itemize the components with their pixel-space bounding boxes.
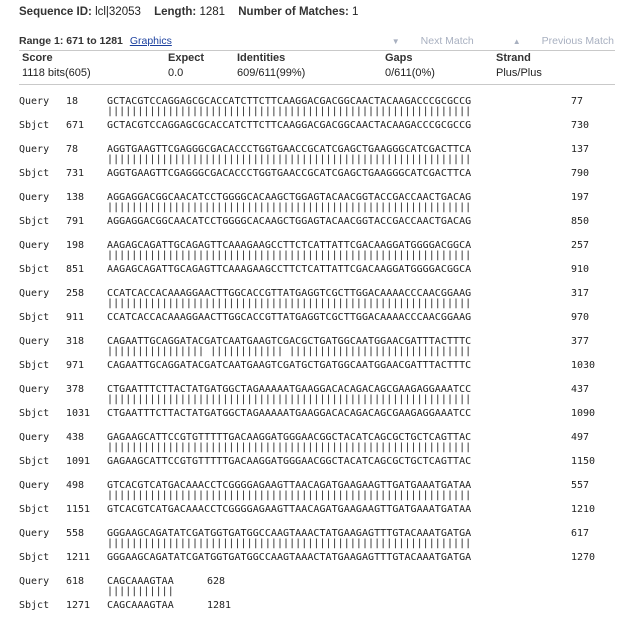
graphics-link[interactable]: Graphics <box>129 35 172 47</box>
subject-end: 970 <box>571 312 590 323</box>
query-sequence: CCATCACCACAAAGGAACTTGGCACCGTTATGAGGTCGCTTGGACAAAACCCAACGGAAG <box>107 288 472 299</box>
subject-start: 671 <box>66 120 85 131</box>
query-end: 317 <box>571 288 590 299</box>
subject-end: 850 <box>571 216 590 227</box>
previous-match-link[interactable] <box>495 35 614 47</box>
subject-label: Sbjct <box>19 216 50 227</box>
subject-sequence: CAGCAAAGTAA <box>107 600 174 611</box>
strand-column <box>496 52 542 79</box>
length-value: 1281 <box>199 6 226 18</box>
expect-column <box>168 52 204 79</box>
query-start: 78 <box>66 144 79 155</box>
query-end: 197 <box>571 192 590 203</box>
subject-label: Sbjct <box>19 600 50 611</box>
match-line: |||||||||||||||||||||||||||||||||||||||||||||||||||||||||||| <box>107 106 472 117</box>
query-start: 438 <box>66 432 85 443</box>
subject-label: Sbjct <box>19 120 50 131</box>
next-match-label: Next Match <box>420 35 474 47</box>
query-sequence: CTGAATTTCTTACTATGATGGCTAGAAAAATGAAGGACACAGACAGCGAAGAGGAAATCC <box>107 384 472 395</box>
subject-start: 791 <box>66 216 85 227</box>
subject-end: 730 <box>571 120 590 131</box>
subject-start: 1031 <box>66 408 91 419</box>
query-end: 437 <box>571 384 590 395</box>
query-start: 318 <box>66 336 85 347</box>
subject-end: 1150 <box>571 456 596 467</box>
subject-end: 910 <box>571 264 590 275</box>
query-sequence: CAGCAAAGTAA <box>107 576 174 587</box>
subject-start: 1091 <box>66 456 91 467</box>
match-line: |||||||||||||||||||||||||||||||||||||||||||||||||||||||||||| <box>107 538 472 549</box>
sequence-header <box>19 6 368 18</box>
score-label: Score <box>22 52 53 64</box>
query-sequence: CAGAATTGCAGGATACGATCAATGAAGTCGACGCTGATGGCAATGGAACGATTTACTTTC <box>107 336 472 347</box>
strand-value: Plus/Plus <box>496 67 542 79</box>
subject-sequence: CAGAATTGCAGGATACGATCAATGAAGTCGATGCTGATGGCAATGGAACGATTTACTTTC <box>107 360 472 371</box>
query-start: 498 <box>66 480 85 491</box>
query-start: 558 <box>66 528 85 539</box>
subject-end: 1281 <box>207 600 232 611</box>
query-label: Query <box>19 240 50 251</box>
strand-label: Strand <box>496 52 531 64</box>
identities-label: Identities <box>237 52 286 64</box>
subject-sequence: AGGTGAAGTTCGAGGGCGACACCCTGGTGAACCGCATCGAGCTGAAGGGCATCGACTTCA <box>107 168 472 179</box>
query-end: 497 <box>571 432 590 443</box>
subject-label: Sbjct <box>19 168 50 179</box>
length-label: Length: <box>154 6 197 18</box>
subject-label: Sbjct <box>19 312 50 323</box>
matches-value: 1 <box>352 6 359 18</box>
subject-label: Sbjct <box>19 504 50 515</box>
subject-end: 1270 <box>571 552 596 563</box>
subject-start: 911 <box>66 312 85 323</box>
query-end: 617 <box>571 528 590 539</box>
identities-value: 609/611(99%) <box>237 67 306 79</box>
sequence-id-label: Sequence ID: <box>19 6 92 18</box>
subject-sequence: GGGAAGCAGATATCGATGGTGATGGCCAAGTAAACTATGAAGAGTTTGTACAAATGATGA <box>107 552 472 563</box>
query-label: Query <box>19 480 50 491</box>
query-start: 378 <box>66 384 85 395</box>
query-end: 377 <box>571 336 590 347</box>
gaps-column <box>385 52 435 79</box>
query-sequence: GCTACGTCCAGGAGCGCACCATCTTCTTCAAGGACGACGGCAACTACAAGACCCGCGCCG <box>107 96 472 107</box>
match-line: |||||||||||||||||||||||||||||||||||||||||||||||||||||||||||| <box>107 394 472 405</box>
query-sequence: AGGAGGACGGCAACATCCTGGGGCACAAGCTGGAGTACAACGGTACCGACCAACTGACAG <box>107 192 472 203</box>
query-label: Query <box>19 432 50 443</box>
query-end: 77 <box>571 96 584 107</box>
subject-start: 731 <box>66 168 85 179</box>
query-label: Query <box>19 288 50 299</box>
subject-sequence: CCATCACCACAAAGGAACTTGGCACCGTTATGAGGTCGCTTGGACAAAACCCAACGGAAG <box>107 312 472 323</box>
down-triangle-icon: ▼ <box>391 37 400 46</box>
subject-sequence: GAGAAGCATTCCGTGTTTTTGACAAGGATGGGAACGGCTACATCAGCGCTGCTCAGTTAC <box>107 456 472 467</box>
query-start: 138 <box>66 192 85 203</box>
subject-end: 1090 <box>571 408 596 419</box>
next-match-link[interactable] <box>374 35 474 47</box>
query-end: 557 <box>571 480 590 491</box>
score-value: 1118 bits(605) <box>22 67 91 79</box>
match-line: |||||||||||||||||||||||||||||||||||||||||||||||||||||||||||| <box>107 202 472 213</box>
query-label: Query <box>19 384 50 395</box>
range-heading <box>19 35 172 47</box>
subject-label: Sbjct <box>19 264 50 275</box>
match-line: |||||||||||||||||||||||||||||||||||||||||||||||||||||||||||| <box>107 154 472 165</box>
query-end: 137 <box>571 144 590 155</box>
expect-value: 0.0 <box>168 67 184 79</box>
query-end: 257 <box>571 240 590 251</box>
subject-start: 851 <box>66 264 85 275</box>
expect-label: Expect <box>168 52 205 64</box>
query-sequence: GTCACGTCATGACAAACCTCGGGGAGAAGTTAACAGATGAAGAAGTTGATGAAATGATAA <box>107 480 472 491</box>
subject-sequence: AGGAGGACGGCAACATCCTGGGGCACAAGCTGGAGTACAACGGTACCGACCAACTGACAG <box>107 216 472 227</box>
matches-label: Number of Matches: <box>238 6 349 18</box>
query-label: Query <box>19 96 50 107</box>
query-sequence: GGGAAGCAGATATCGATGGTGATGGCCAAGTAAACTATGAAGAGTTTGTACAAATGATGA <box>107 528 472 539</box>
sequence-id-value: lcl|32053 <box>95 6 141 18</box>
subject-start: 1151 <box>66 504 91 515</box>
subject-sequence: GCTACGTCCAGGAGCGCACCATCTTCTTCAAGGACGACGGCAACTACAAGACCCGCGCCG <box>107 120 472 131</box>
subject-sequence: GTCACGTCATGACAAACCTCGGGGAGAAGTTAACAGATGAAGAAGTTGATGAAATGATAA <box>107 504 472 515</box>
identities-column <box>237 52 305 79</box>
subject-sequence: CTGAATTTCTTACTATGATGGCTAGAAAAATGAAGGACACAGACAGCGAAGAGGAAATCC <box>107 408 472 419</box>
subject-label: Sbjct <box>19 360 50 371</box>
previous-match-label: Previous Match <box>541 35 614 47</box>
query-start: 258 <box>66 288 85 299</box>
match-line: |||||||||||||||| |||||||||||| |||||||||||||||||||||||||||||| <box>107 346 472 357</box>
query-label: Query <box>19 576 50 587</box>
query-label: Query <box>19 144 50 155</box>
up-triangle-icon: ▲ <box>512 37 521 46</box>
subject-end: 1210 <box>571 504 596 515</box>
query-sequence: GAGAAGCATTCCGTGTTTTTGACAAGGATGGGAACGGCTACATCAGCGCTGCTCAGTTAC <box>107 432 472 443</box>
alignment-stats <box>19 50 615 85</box>
query-end: 628 <box>207 576 226 587</box>
subject-sequence: AAGAGCAGATTGCAGAGTTCAAAGAAGCCTTCTCATTATTCGACAAGGATGGGGACGGCA <box>107 264 472 275</box>
match-line: |||||||||||||||||||||||||||||||||||||||||||||||||||||||||||| <box>107 298 472 309</box>
gaps-label: Gaps <box>385 52 413 64</box>
query-start: 198 <box>66 240 85 251</box>
match-navigation <box>356 35 614 47</box>
gaps-value: 0/611(0%) <box>385 67 435 79</box>
subject-label: Sbjct <box>19 552 50 563</box>
subject-start: 1271 <box>66 600 91 611</box>
match-line: |||||||||||||||||||||||||||||||||||||||||||||||||||||||||||| <box>107 250 472 261</box>
subject-start: 1211 <box>66 552 91 563</box>
query-label: Query <box>19 528 50 539</box>
subject-label: Sbjct <box>19 408 50 419</box>
query-start: 18 <box>66 96 79 107</box>
subject-label: Sbjct <box>19 456 50 467</box>
query-sequence: AAGAGCAGATTGCAGAGTTCAAAGAAGCCTTCTCATTATTCGACAAGGATGGGGACGGCA <box>107 240 472 251</box>
query-sequence: AGGTGAAGTTCGAGGGCGACACCCTGGTGAACCGCATCGAGCTGAAGGGCATCGACTTCA <box>107 144 472 155</box>
range-label: Range 1: 671 to 1281 <box>19 35 123 47</box>
match-line: ||||||||||| <box>107 586 174 597</box>
query-label: Query <box>19 192 50 203</box>
match-line: |||||||||||||||||||||||||||||||||||||||||||||||||||||||||||| <box>107 490 472 501</box>
query-label: Query <box>19 336 50 347</box>
subject-start: 971 <box>66 360 85 371</box>
score-column <box>22 52 91 79</box>
subject-end: 790 <box>571 168 590 179</box>
query-start: 618 <box>66 576 85 587</box>
subject-end: 1030 <box>571 360 596 371</box>
match-line: |||||||||||||||||||||||||||||||||||||||||||||||||||||||||||| <box>107 442 472 453</box>
